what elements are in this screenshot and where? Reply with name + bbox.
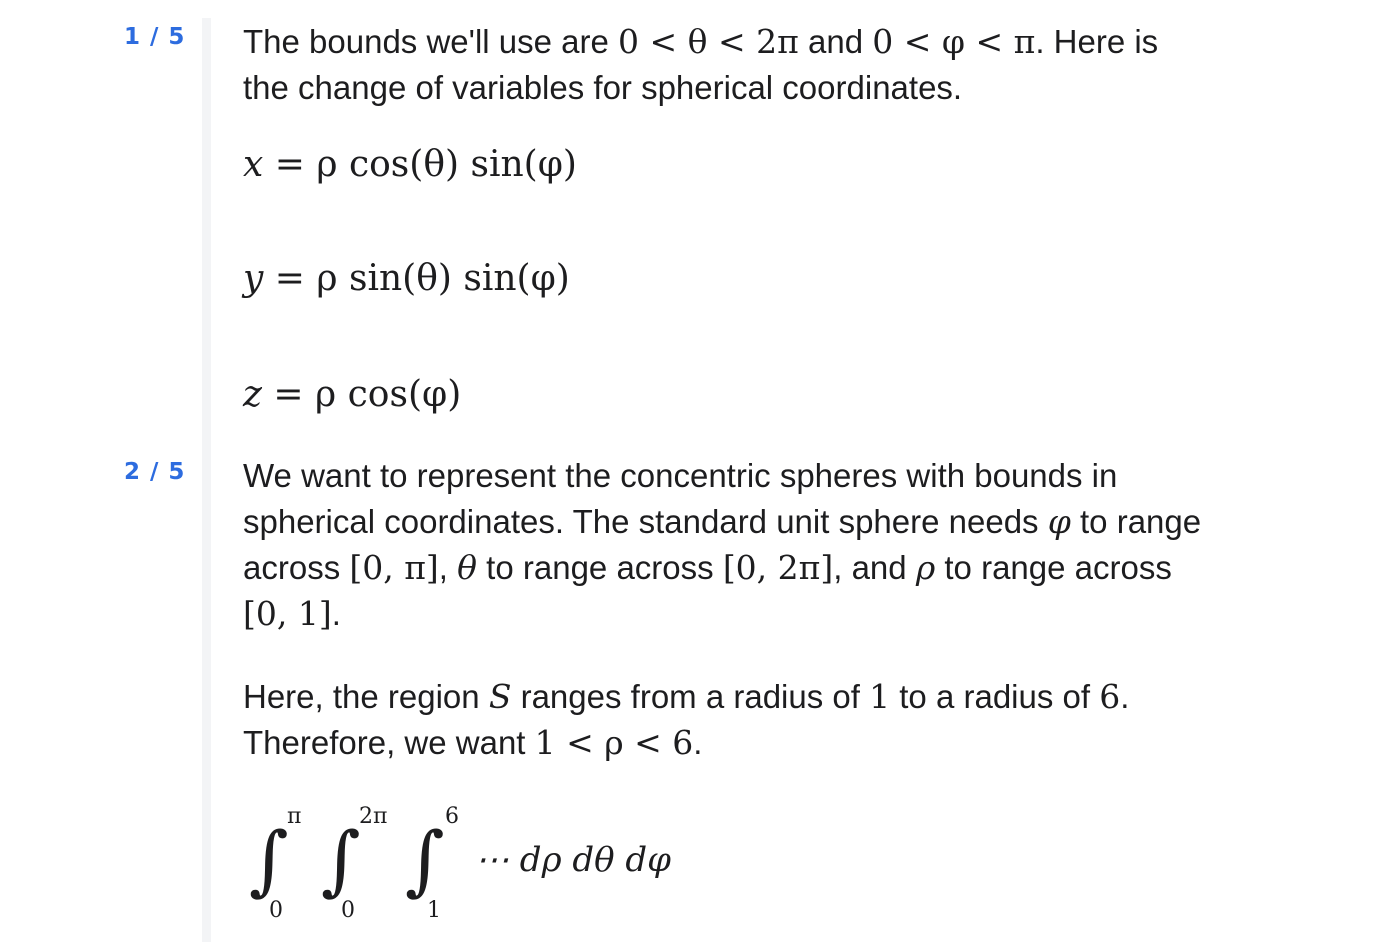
step-2-paragraph-1 [243, 453, 1201, 637]
phi-interval-math: [0, π] [349, 548, 439, 587]
p2-line-1 [243, 674, 1129, 720]
rho-interval-math: [0, 1] [243, 594, 332, 633]
p1-line-4-text: . [331, 595, 341, 632]
p1-line-2-text-b: to range [1070, 503, 1202, 540]
p1-line-4 [243, 591, 1201, 637]
p1-line-2 [243, 499, 1201, 545]
p2-line-2-text-a: Therefore, we want [243, 724, 535, 761]
step-1-intro [243, 19, 1158, 111]
p1-line-3 [243, 545, 1201, 591]
equation-z-rhs: = ρ cos(φ) [261, 374, 462, 415]
p2-line-2-text-b: . [693, 724, 703, 761]
p1-line-3-text-a: across [243, 549, 350, 586]
equation-z-lhs: z [243, 374, 262, 415]
intro-text-2: and [798, 23, 873, 60]
p2-line-1-text-b: ranges from a radius of [511, 678, 870, 715]
theta-bounds-math: 0 < θ < 2π [618, 22, 799, 61]
p1-line-2-text-a: spherical coordinates. The standard unit sphere needs [243, 503, 1048, 540]
p1-line-3-text-c: to range across [477, 549, 723, 586]
p1-rho-math: ρ [915, 548, 936, 587]
equation-x-rhs: = ρ cos(θ) sin(φ) [263, 144, 577, 185]
region-s-math: S [488, 677, 512, 716]
step-1-intro-line-2: the change of variables for spherical coordinates. [243, 69, 963, 106]
p1-line-3-text-b: , [438, 549, 458, 586]
p1-line-3-text-e: to range across [935, 549, 1172, 586]
intro-text-3: . Here is [1035, 23, 1159, 60]
rho-bounds-math: 1 < ρ < 6 [534, 723, 694, 762]
inner-radius-math: 1 [869, 677, 891, 716]
integral-sign-2: ∫ [321, 815, 361, 904]
p2-line-1-text-a: Here, the region [243, 678, 489, 715]
integral-1-upper: π [287, 804, 302, 829]
equation-y [243, 258, 570, 299]
equation-x-lhs: x [243, 144, 264, 185]
equation-y-lhs: y [243, 258, 264, 299]
phi-bounds-math: 0 < φ < π [872, 22, 1036, 61]
step-2-paragraph-2 [243, 674, 1129, 766]
integral-3-upper: 6 [445, 804, 459, 829]
equation-z [243, 374, 461, 415]
p2-line-1-text-c: to a radius of [890, 678, 1100, 715]
step-label-2: 2 / 5 [124, 459, 186, 485]
step-1-intro-line-1 [243, 19, 1158, 65]
p2-line-2 [243, 720, 1129, 766]
step-label-1: 1 / 5 [124, 24, 186, 50]
integral-1-lower: 0 [269, 898, 283, 923]
equation-x [243, 144, 577, 185]
integral-3-lower: 1 [427, 898, 441, 923]
integral-2-upper: 2π [359, 804, 388, 829]
equation-y-rhs: = ρ sin(θ) sin(φ) [263, 258, 570, 299]
intro-text-1: The bounds we'll use are [243, 23, 619, 60]
p1-line-3-text-d: , and [833, 549, 916, 586]
theta-interval-math: [0, 2π] [722, 548, 834, 587]
outer-radius-math: 6 [1099, 677, 1121, 716]
p1-phi-math: φ [1047, 502, 1071, 541]
p1-theta-math: θ [457, 548, 478, 587]
triple-integral [243, 800, 763, 930]
p1-line-1: We want to represent the concentric spheres with bounds in [243, 457, 1118, 494]
integral-2-lower: 0 [341, 898, 355, 923]
step-divider-rule [202, 18, 211, 942]
p2-line-1-text-d: . [1120, 678, 1130, 715]
integrand-and-differentials: ⋯ dρ dθ dφ [475, 840, 671, 880]
integral-sign-3: ∫ [405, 815, 445, 904]
integral-sign-1: ∫ [249, 815, 289, 904]
